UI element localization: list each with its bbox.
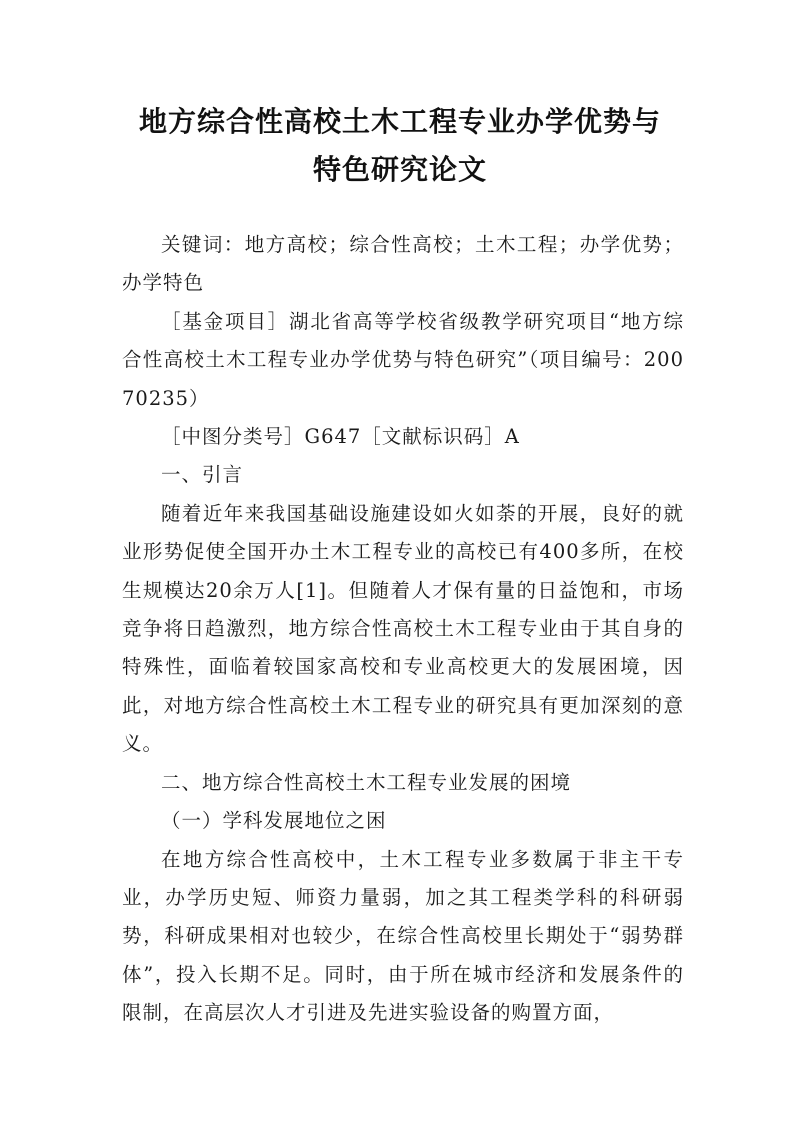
subsection-heading-discipline: （一）学科发展地位之困 [161, 809, 387, 833]
section-heading-dilemma: 二、地方综合性高校土木工程专业发展的困境 [161, 770, 572, 794]
discipline-paragraph: 在地方综合性高校中，土木工程专业多数属于非主干专业，办学历史短、师资力量弱，加之其工程类学科的科研弱势，科研成果相对也较少，在综合性高校里长期处于“弱势群体”，投入长期不足。同时，由于所在城市经济和发展条件的限制，在高层次人才引进及先进实验设备的购置方面， [122, 847, 684, 1025]
classification-paragraph: ［中图分类号］G647［文献标识码］A [161, 425, 520, 449]
document-body [122, 226, 684, 1033]
introduction-paragraph: 随着近年来我国基础设施建设如火如荼的开展，良好的就业形势促使全国开办土木工程专业的高校已有400多所，在校生规模达20余万人[1]。但随着人才保有量的日益饱和，市场竞争将日趋激烈，地方综合性高校土木工程专业由于其自身的特殊性，面临着较国家高校和专业高校更大的发展困境，因此，对地方综合性高校土木工程专业的研究具有更加深刻的意义。 [122, 501, 684, 756]
fund-project-paragraph: ［基金项目］湖北省高等学校省级教学研究项目“地方综合性高校土木工程专业办学优势与特色研究”（项目编号：20070235） [122, 309, 684, 410]
title-line-2: 特色研究论文 [312, 153, 487, 186]
document-title [60, 98, 740, 194]
title-line-1: 地方综合性高校土木工程专业办学优势与 [138, 105, 661, 138]
section-heading-introduction: 一、引言 [161, 463, 244, 487]
keywords-paragraph: 关键词：地方高校；综合性高校；土木工程；办学优势；办学特色 [122, 233, 684, 295]
